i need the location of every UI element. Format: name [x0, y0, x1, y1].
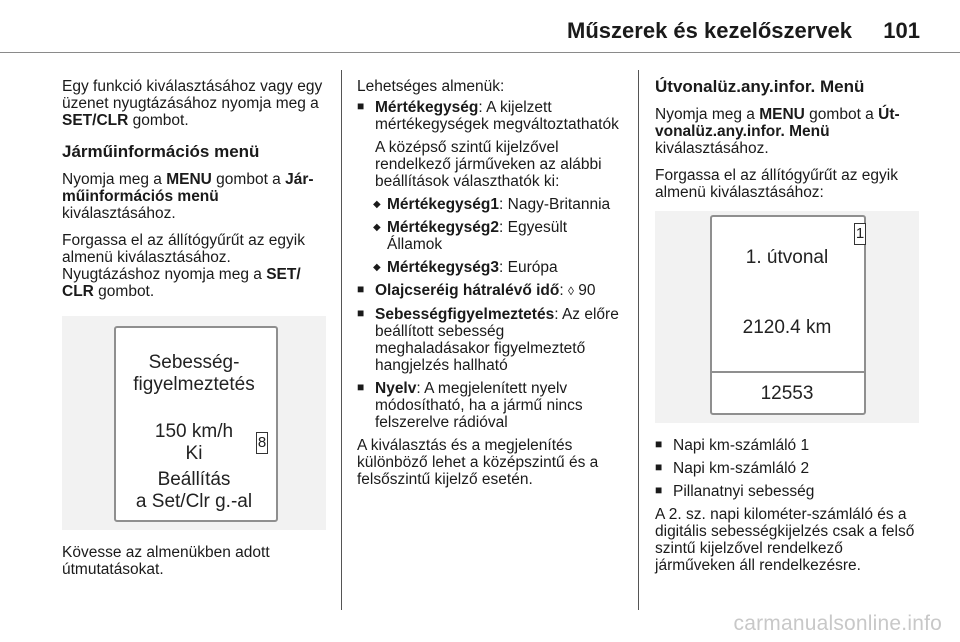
menu-term: MENU — [759, 106, 805, 123]
sub-item-units2 — [357, 219, 619, 253]
display-line: 12553 — [760, 383, 814, 404]
list-item-units — [357, 99, 619, 133]
text: kiválasztásához. — [655, 140, 769, 157]
display-line: Sebesség- — [148, 352, 240, 373]
text: Nyomja meg a — [62, 171, 167, 188]
rotate-instruction: Forgassa el az állítógyűrűt az egyik almenü kiválasztásához: — [655, 167, 898, 201]
list-item-oil-change — [357, 282, 619, 300]
term-language: Nyelv — [375, 380, 417, 397]
display-separator — [712, 371, 864, 373]
list-item-trip2: ■ Napi km-számláló 2 — [655, 460, 920, 477]
term-units: Mértékegység — [375, 99, 479, 116]
text: gombot a — [804, 106, 879, 123]
vehicle-info-instruction — [62, 171, 324, 222]
trip-note: A 2. sz. napi kilométer-számláló és a digitális sebességkijelzés csak a felső szintű kijelzővel rendelkező járműveken áll rendelkezésre. — [655, 506, 915, 574]
display-level-note: A kiválasztás és a megjelenítés különböző lehet a középszintű és a felsőszintű kijelző esetén. — [357, 437, 599, 488]
text: : A kijelzett mértékegységek megváltoztathatók — [375, 99, 619, 133]
text: : Nagy-Britannia — [499, 196, 611, 213]
column-2 — [357, 78, 619, 498]
text: : A megjelenített nyelv módosítható, ha a jármű nincs felszerelve rádióval — [375, 380, 583, 431]
text: : Az előre beállított sebesség meghaladásakor figyelmeztető hangjelzés hallható — [375, 306, 619, 374]
text: kiválasztásához. — [62, 205, 176, 222]
page-reference: 90 — [573, 282, 596, 299]
submenu-intro: Lehetséges almenük: — [357, 78, 505, 95]
display-line: 150 km/h — [154, 421, 234, 442]
display-line: Ki — [185, 443, 203, 464]
section-heading-vehicle-info: Járműinformációs menü — [62, 142, 260, 161]
display-illustration-trip — [655, 211, 919, 423]
list-item-speed-warning — [357, 306, 619, 374]
column-divider-1 — [341, 70, 342, 610]
text: gombot. — [93, 283, 155, 300]
trip-info-instruction — [655, 106, 920, 157]
watermark: carmanualsonline.info — [733, 612, 942, 635]
text: Nyugtázáshoz nyomja meg a — [62, 266, 267, 283]
list-item-language — [357, 380, 619, 431]
units-note: A középső szintű kijelzővel rendelkező járműveken az alábbi beállítások választhatók ki: — [375, 139, 602, 190]
menu-name-term: Út-vonalüz.any.infor. Menü — [655, 106, 900, 140]
display-illustration-speed-warning — [62, 316, 326, 530]
set-clr-term: SET/CLR — [62, 112, 129, 129]
sub-item-units3 — [357, 259, 619, 276]
term-units1: Mértékegység1 — [387, 196, 500, 213]
page-title: Műszerek és kezelőszervek — [567, 18, 852, 43]
column-divider-2 — [638, 70, 639, 610]
text: gombot a — [211, 171, 286, 188]
page-indicator-icon: 8 — [256, 432, 268, 454]
column-1 — [62, 78, 324, 588]
display-line: 1. útvonal — [745, 247, 829, 268]
section-heading-trip-info: Útvonalüz.any.infor. Menü — [655, 77, 865, 96]
display-line: Beállítás — [157, 469, 231, 490]
display-line: a Set/Clr g.-al — [135, 491, 253, 512]
confirm-instruction — [62, 266, 324, 300]
term-units3: Mértékegység3 — [387, 259, 500, 276]
header-rule — [0, 52, 960, 53]
list-item-current-speed: ■ Pillanatnyi sebesség — [655, 483, 920, 500]
intro-text-end: gombot. — [128, 112, 189, 129]
page-header — [0, 0, 960, 55]
page-indicator-icon: 1 — [854, 223, 866, 245]
set-clr-term: SET/ CLR — [62, 266, 301, 300]
display-line: figyelmeztetés — [133, 374, 255, 395]
column-3 — [655, 78, 920, 584]
term-oil-change: Olajcseréig hátralévő idő — [375, 282, 560, 299]
page-reference-arrow-icon: ◊ — [567, 284, 574, 298]
text: Nyomja meg a — [655, 106, 760, 123]
text: : Európa — [499, 259, 558, 276]
rotate-instruction: Forgassa el az állítógyűrűt az egyik almenü kiválasztásához. — [62, 232, 305, 266]
page-number: 101 — [883, 18, 920, 43]
term-units2: Mértékegység2 — [387, 219, 500, 236]
menu-term: MENU — [166, 171, 212, 188]
display-line: 2120.4 km — [742, 317, 832, 338]
menu-name-term: Jár-műinformációs menü — [62, 171, 314, 205]
follow-instructions: Kövesse az almenükben adott útmutatásokat. — [62, 544, 270, 578]
sub-item-units1 — [357, 196, 619, 213]
intro-text: Egy funkció kiválasztásához vagy egy üzenet nyugtázásához nyomja meg a — [62, 78, 323, 112]
term-speed-warning: Sebességfigyelmeztetés — [375, 306, 555, 323]
list-item-trip1: ■ Napi km-számláló 1 — [655, 437, 920, 454]
text: : — [559, 282, 568, 299]
intro-paragraph — [62, 78, 324, 129]
text: : Egyesült Államok — [387, 219, 568, 253]
